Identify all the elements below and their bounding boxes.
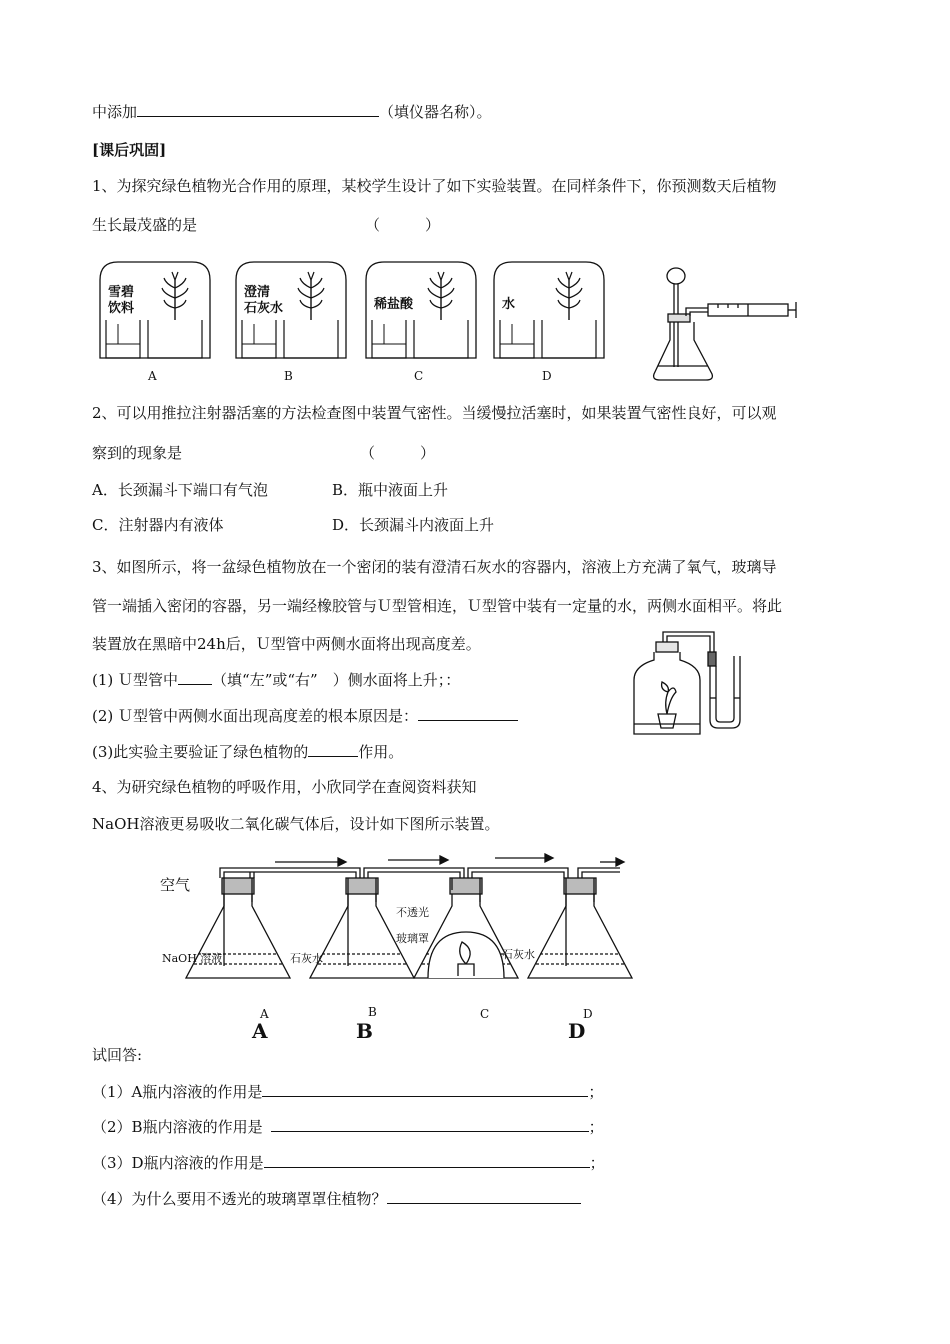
q4-a4-blank[interactable] — [387, 1189, 581, 1204]
q1-box-d — [494, 262, 604, 383]
q4-a1-blank[interactable] — [262, 1082, 588, 1097]
q1-box-letter: A — [148, 369, 157, 383]
q1-box-label: 饮料 — [108, 301, 135, 316]
q2-options-row1 — [92, 480, 448, 500]
label-limewater-b: 石灰水 — [290, 952, 323, 965]
q4-line1: 4、为研究绿色植物的呼吸作用，小欣同学在查阅资料获知 — [92, 778, 477, 796]
small-letter-c: C — [480, 1007, 490, 1021]
q2-line2-text: 察到的现象是 — [92, 444, 183, 462]
q4-a1 — [92, 1082, 603, 1102]
q2-answer-paren[interactable]: （ ） — [360, 444, 436, 462]
small-letter-a: A — [260, 1007, 269, 1021]
q3-sub1-blank[interactable] — [178, 670, 212, 685]
text-top-prefix: 中添加 — [92, 103, 138, 121]
q1-box-label: 稀盐酸 — [374, 297, 414, 312]
q2-line2 — [92, 443, 435, 463]
q4-apparatus-figure — [150, 850, 650, 1043]
q4-a3 — [92, 1153, 605, 1173]
q4-a3-text: （3）D瓶内溶液的作用是 — [92, 1154, 264, 1172]
airflow-arrows — [275, 854, 624, 866]
q4-a4 — [92, 1189, 581, 1209]
q2-option-b[interactable]: B．瓶中液面上升 — [332, 481, 449, 499]
q3-sub2-blank[interactable] — [418, 706, 518, 721]
small-letter-b: B — [368, 1005, 377, 1019]
rubber-tube — [708, 652, 716, 666]
q3-sub2-prefix: (2) Ｕ型管中两侧水面出现高度差的根本原因是： — [92, 707, 419, 725]
q1-box-label: 石灰水 — [244, 301, 284, 316]
q2-line1: 2、可以用推拉注射器活塞的方法检查图中装置气密性。当缓慢拉活塞时，如果装置气密性良好，可以观 — [92, 404, 777, 422]
q4-a2 — [92, 1117, 604, 1137]
q2-option-d[interactable]: D．长颈漏斗内液面上升 — [332, 516, 495, 534]
q4-answer-intro: 试回答: — [92, 1046, 143, 1064]
q2-option-a[interactable]: A．长颈漏斗下端口有气泡 — [92, 481, 268, 499]
q3-line3: 装置放在黑暗中24h后，Ｕ型管中两侧水面将出现高度差。 — [92, 635, 481, 653]
fill-line-top — [92, 102, 492, 122]
q4-a3-semicolon: ； — [589, 1154, 605, 1172]
q3-sub1 — [92, 670, 460, 690]
funnel-bulb — [667, 268, 685, 284]
q4-line2: NaOH溶液更易吸收二氧化碳气体后，设计如下图所示装置。 — [92, 815, 500, 833]
q4-a2-semicolon: ； — [588, 1118, 604, 1136]
q4-a1-text: （1）A瓶内溶液的作用是 — [92, 1083, 263, 1101]
stopper — [668, 314, 690, 322]
q2-options-row2 — [92, 515, 494, 535]
connecting-tubes — [220, 868, 620, 878]
label-limewater-d: 石灰水 — [502, 948, 535, 961]
q1-box-b — [236, 262, 346, 383]
q1-line2-text: 生长最茂盛的是 — [92, 216, 198, 234]
q4-a3-blank[interactable] — [264, 1153, 590, 1168]
q3-sub3 — [92, 742, 403, 762]
big-letter-b: B — [356, 1019, 373, 1043]
q1-answer-paren[interactable]: （ ） — [365, 216, 441, 234]
q1-box-label: 水 — [502, 297, 516, 312]
q1-box-c — [366, 262, 476, 383]
q4-a1-semicolon: ； — [588, 1083, 604, 1101]
plant — [662, 682, 676, 714]
big-letter-a: A — [252, 1019, 268, 1043]
q2-option-c[interactable]: C．注射器内有液体 — [92, 516, 224, 534]
q1-box-letter: D — [542, 369, 552, 383]
small-letter-d: D — [583, 1007, 593, 1021]
q3-line1: 3、如图所示，将一盆绿色植物放在一个密闭的装有澄清石灰水的容器内，溶液上方充满了氧气，玻璃导 — [92, 558, 777, 576]
q1-box-letter: C — [414, 369, 424, 383]
flask — [654, 322, 713, 380]
q4-flask-d — [528, 878, 632, 978]
plant-pot — [658, 714, 676, 728]
text-top-suffix: （填仪器名称）。 — [379, 103, 492, 121]
q3-sub1-suffix: （填“左”或“右” ）侧水面将上升；： — [212, 671, 461, 689]
q1-box-letter: B — [284, 369, 293, 383]
u-tube — [710, 656, 740, 728]
q3-sub2 — [92, 706, 518, 726]
q3-sub3-blank[interactable] — [308, 742, 358, 757]
q3-apparatus-figure — [628, 628, 758, 738]
q1-box-label: 澄清 — [244, 285, 271, 300]
q4-a4-text: （4）为什么要用不透光的玻璃罩罩住植物？ — [92, 1190, 387, 1208]
q1-line2 — [92, 215, 440, 235]
q4-a2-text: （2）B瓶内溶液的作用是 — [92, 1118, 263, 1136]
q1-box-label: 雪碧 — [108, 285, 135, 300]
bottle-stopper — [656, 642, 678, 652]
label-air: 空气 — [160, 876, 191, 894]
label-opaque-2: 玻璃罩 — [396, 932, 429, 945]
big-letter-d: D — [568, 1019, 586, 1043]
q1-box-a — [100, 262, 210, 383]
q4-a2-blank[interactable] — [271, 1117, 589, 1132]
label-opaque-1: 不透光 — [396, 906, 429, 919]
section-title: [课后巩固] — [92, 141, 167, 159]
q4-flask-c — [414, 878, 518, 978]
label-naoh: NaOH 溶液 — [162, 952, 223, 965]
answer-blank-top[interactable] — [137, 102, 379, 117]
q4-flask-b — [310, 878, 414, 978]
q1-line1: 1、为探究绿色植物光合作用的原理，某校学生设计了如下实验装置。在同样条件下，你预测数天后植物 — [92, 177, 777, 195]
q2-apparatus-figure — [648, 262, 798, 392]
q3-sub3-suffix: 作用。 — [358, 743, 404, 761]
q3-sub3-prefix: (3)此实验主要验证了绿色植物的 — [92, 743, 309, 761]
q1-figure — [98, 258, 568, 388]
q3-sub1-prefix: (1) Ｕ型管中 — [92, 671, 179, 689]
q3-line2: 管一端插入密闭的容器，另一端经橡胶管与Ｕ型管相连，Ｕ型管中装有一定量的水，两侧水面相平。将此 — [92, 597, 783, 615]
